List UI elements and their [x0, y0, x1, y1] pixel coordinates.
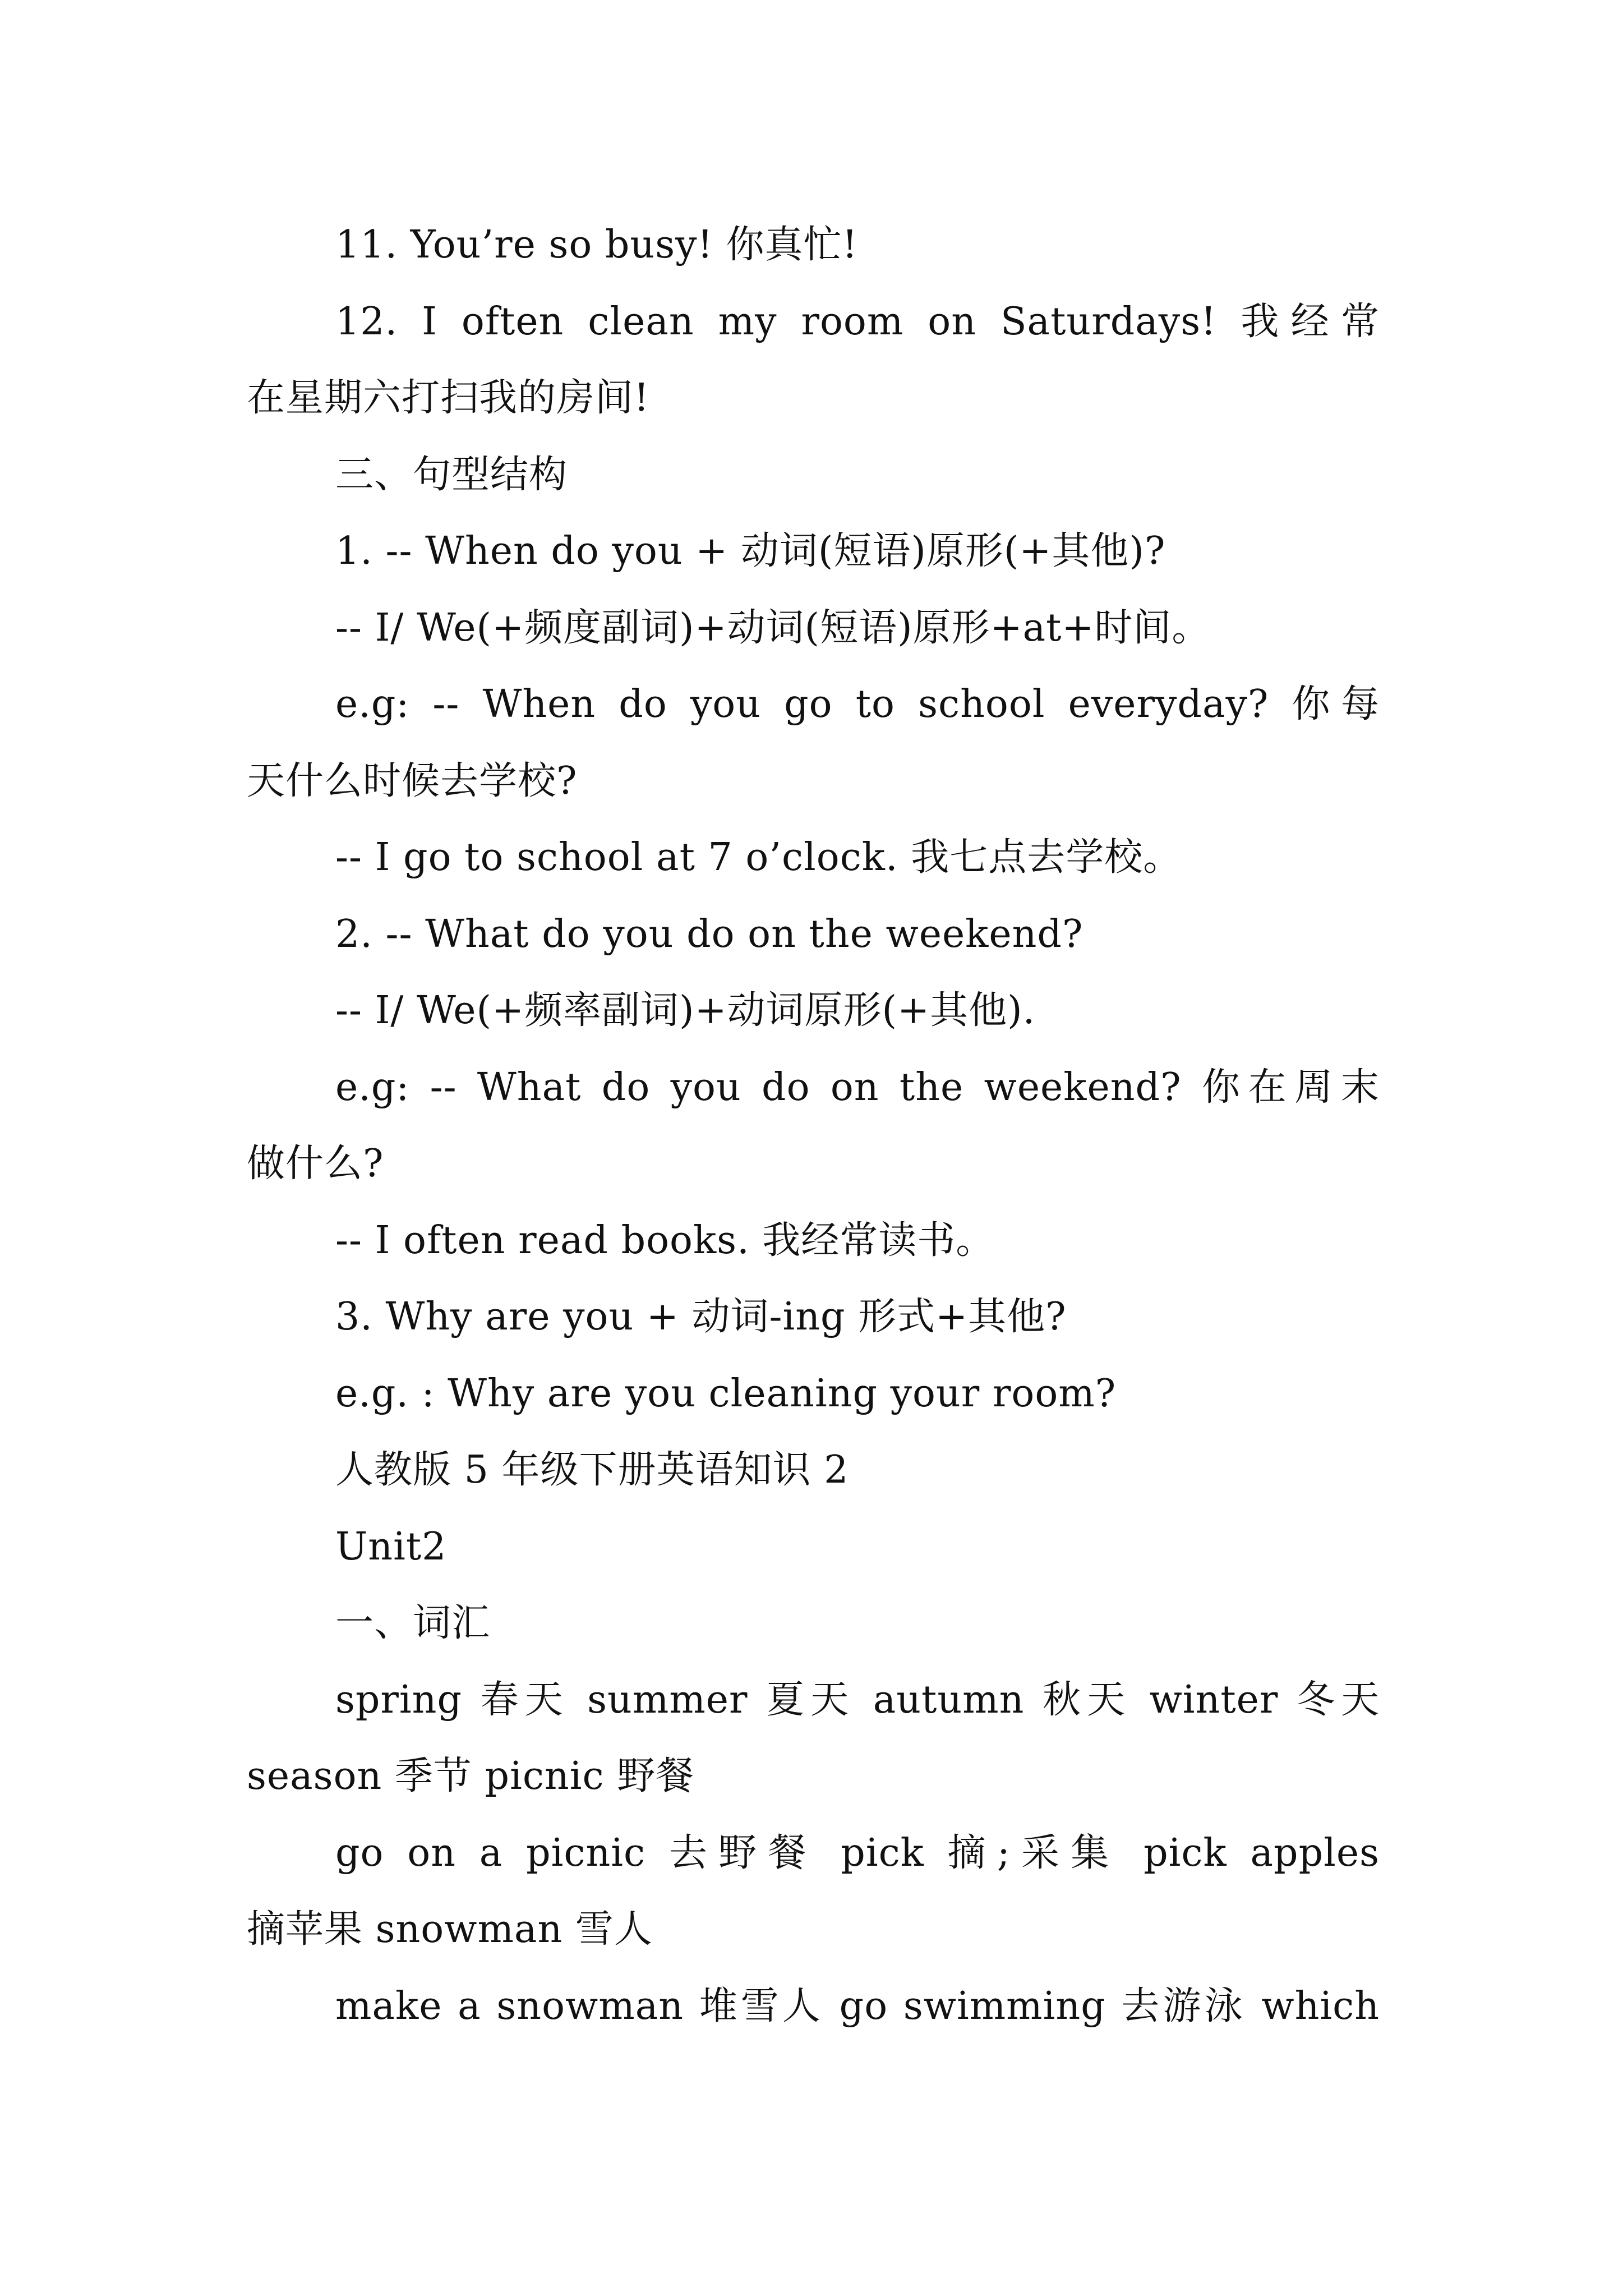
section-heading-sentence-structure: 三、句型结构 — [335, 453, 568, 497]
pattern-1-example-continued: 天什么时候去学校? — [247, 759, 578, 803]
vocabulary-line-2: go on a picnic 去野餐 pick 摘;采集 pick apples — [335, 1831, 1380, 1875]
vocabulary-line-1-continued: season 季节 picnic 野餐 — [247, 1754, 695, 1798]
vocabulary-line-2-continued: 摘苹果 snowman 雪人 — [247, 1907, 653, 1952]
pattern-1-question: 1. -- When do you + 动词(短语)原形(+其他)? — [335, 529, 1166, 573]
pattern-2-example: e.g: -- What do you do on the weekend? 你在周末 — [335, 1065, 1380, 1110]
vocabulary-line-1: spring 春天 summer 夏天 autumn 秋天 winter 冬天 — [335, 1678, 1380, 1722]
unit-heading: Unit2 — [335, 1525, 447, 1569]
pattern-2-example-continued: 做什么? — [247, 1142, 384, 1186]
sentence-11: 11. You’re so busy! 你真忙! — [335, 223, 858, 267]
pattern-2-example-answer: -- I often read books. 我经常读书。 — [335, 1218, 995, 1263]
pattern-3-example: e.g. : Why are you cleaning your room? — [335, 1372, 1117, 1416]
sentence-12: 12. I often clean my room on Saturdays! 我经常 — [335, 300, 1380, 344]
pattern-1-answer: -- I/ We(+频度副词)+动词(短语)原形+at+时间。 — [335, 606, 1211, 650]
pattern-2-question: 2. -- What do you do on the weekend? — [335, 912, 1083, 956]
pattern-3-question: 3. Why are you + 动词-ing 形式+其他? — [335, 1295, 1067, 1339]
sentence-12-continued: 在星期六打扫我的房间! — [247, 376, 650, 420]
document-subtitle: 人教版 5 年级下册英语知识 2 — [335, 1448, 849, 1492]
vocabulary-line-3: make a snowman 堆雪人 go swimming 去游泳 which — [335, 1984, 1380, 2028]
section-heading-vocabulary: 一、词汇 — [335, 1601, 491, 1645]
pattern-2-answer: -- I/ We(+频率副词)+动词原形(+其他). — [335, 988, 1036, 1033]
pattern-1-example-answer: -- I go to school at 7 o’clock. 我七点去学校。 — [335, 835, 1182, 880]
pattern-1-example: e.g: -- When do you go to school everyday? 你每 — [335, 682, 1380, 726]
